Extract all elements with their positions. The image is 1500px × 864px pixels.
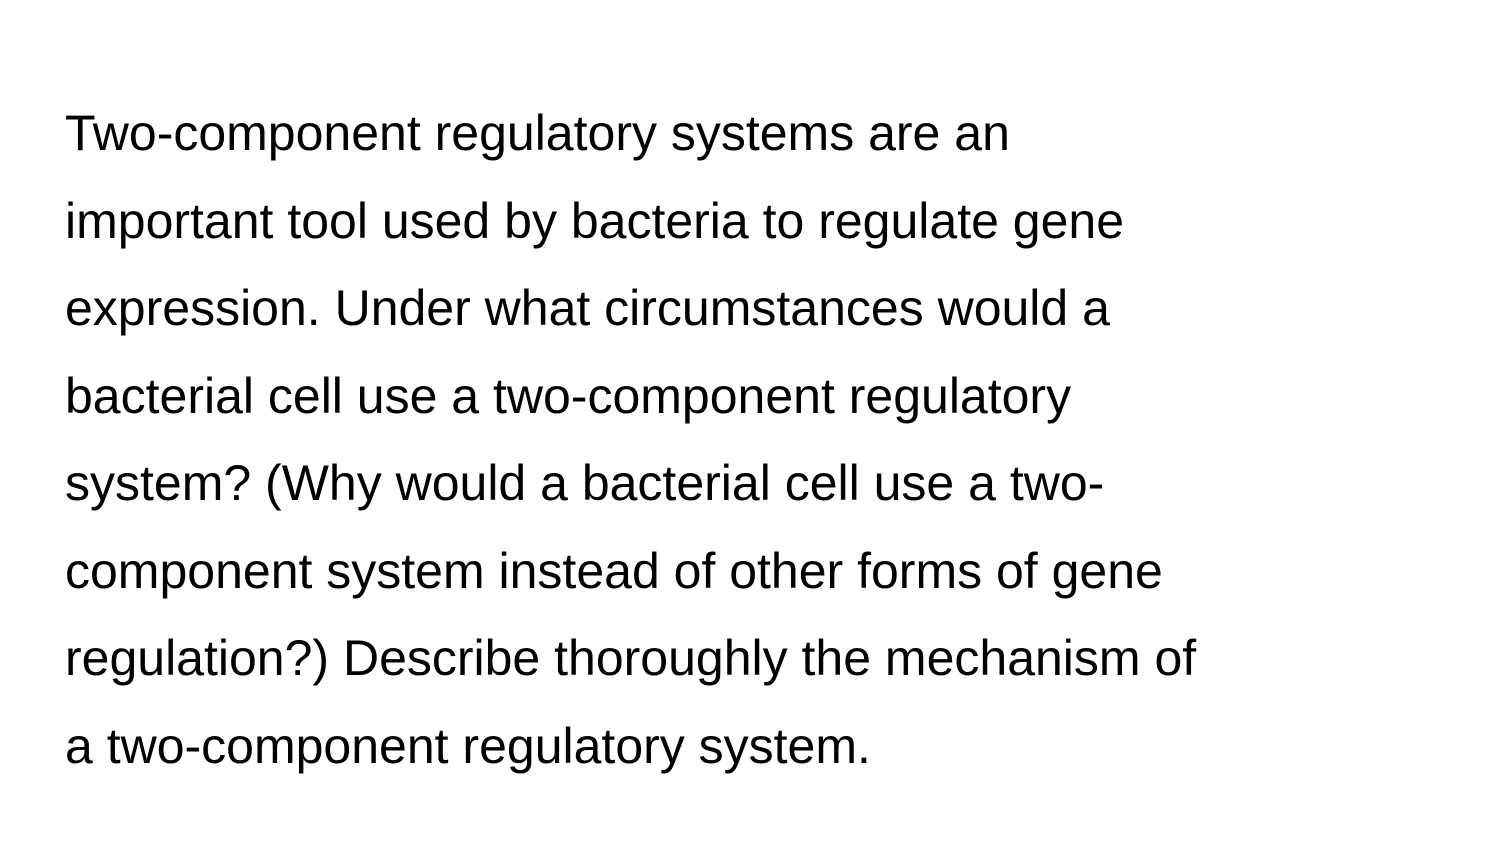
question-line-2: important tool used by bacteria to regulate gene: [65, 192, 1125, 249]
question-line-8: a two-component regulatory system.: [65, 717, 871, 774]
question-line-3: expression. Under what circumstances would a: [65, 280, 1110, 336]
question-line-5: system? (Why would a bacterial cell use a two-: [65, 455, 1105, 511]
question-line-7: regulation?) Describe thoroughly the mechanism of: [65, 630, 1197, 686]
question-line-1: Two-component regulatory systems are an: [65, 105, 1010, 161]
question-text: [65, 90, 1445, 790]
question-line-6: component system instead of other forms of gene: [65, 542, 1163, 599]
question-line-4: bacterial cell use a two-component regulatory: [65, 367, 1072, 424]
